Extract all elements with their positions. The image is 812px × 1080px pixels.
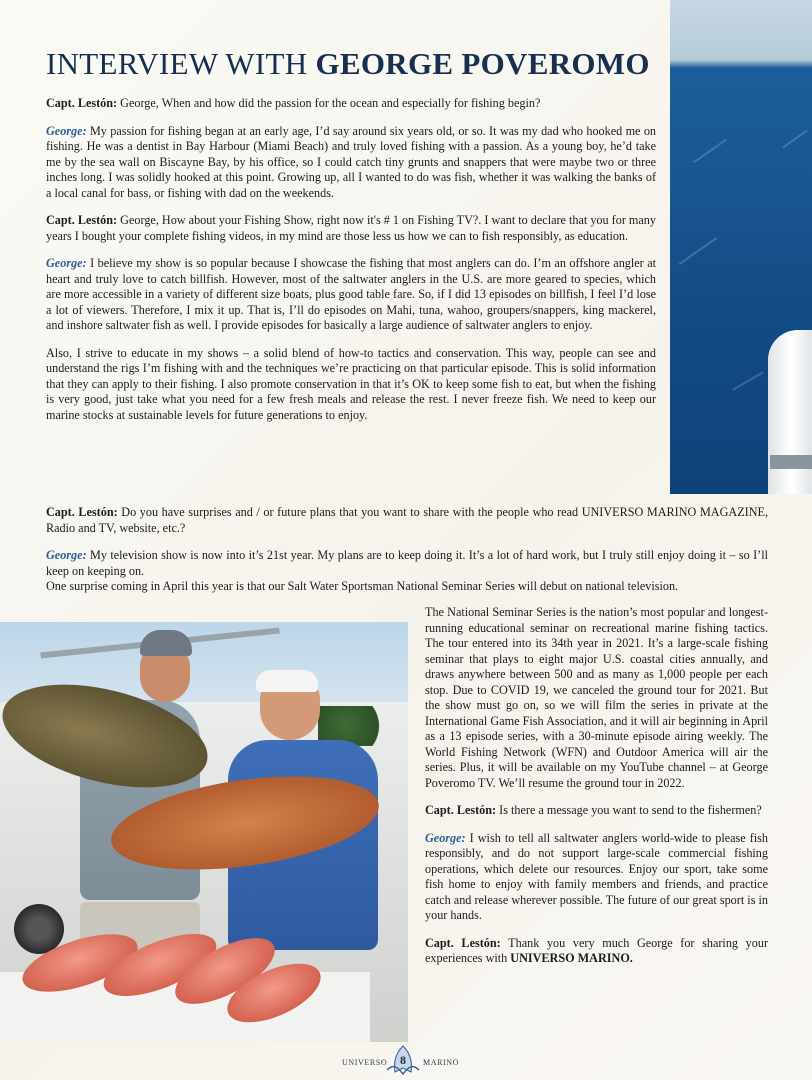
angler-left-cap [140, 630, 192, 656]
anglers-photo [0, 622, 408, 1042]
angler-right-visor [256, 670, 318, 692]
interview-column-top [46, 96, 656, 435]
answer-4: George: I wish to tell all saltwater anglers world-wide to please fish responsibly, and do not support large-scale commercial fishing operations, which delete our resources. Enjoy our sport, take some fish home to enjoy with family members and friends, and practice catch and release wherever possible. The future of our great sport is in your hands. [425, 830, 769, 922]
page-number: 8 [400, 1053, 406, 1067]
answer-3c: The National Seminar Series is the nation’s most popular and longest-running educational seminar on recreational marine fishing tactics. The tour entered into its 34th year in 2021. It’s a large-scale fishing seminar that plays to eight major U.S. coastal cities annually, and draws anywhere between 500 and as many as 1,000 people per each stop. Due to COVID 19, we canceled the ground tour for 2021. But the show must go on, so we will film the series in private at the International Game Fish Association, and it will air beginning in April as a 13 episode series, with a 30-minute episode airing weekly. The World Fishing Network (WFN) and Outdoor America will air the series. Plus, it will be available on my YouTube channel – at George Poveromo TV. We’ll resume the ground tour in 2022. [425, 605, 768, 790]
footer-brand-right: MARINO [423, 1058, 460, 1067]
footer-brand-left: UNIVERSO [342, 1058, 388, 1067]
ocean-photo [670, 0, 812, 494]
boat-motor [768, 330, 812, 494]
question-2: Capt. Lestón: George, How about your Fishing Show, right now it's # 1 on Fishing TV?. I want to declare that you for many years I bought your complete fishing videos, in my mind are those less us how we can to fish responsibly, as education. [46, 213, 656, 243]
motor-band [770, 455, 812, 469]
question-1: Capt. Lestón: George, When and how did the passion for the ocean and especially for fishing begin? [46, 96, 541, 110]
answer-2: George: I believe my show is so popular because I showcase the fishing that most anglers can do. I’m an offshore angler at heart and truly love to catch billfish. However, most of the saltwater anglers in the U.S. are more geared to species, which are more accessible in a variety of different size boats, plus good table fare. So, if I did 13 episodes on billfish, I feel I’d lose a lot of viewers. Therefore, I mix it up. That is, I’ll do episodes on Mahi, tuna, wahoo, groupers/snappers, king mackerel, and inshore saltwater fish as well. I provide episodes for basically a large audience of saltwater anglers to enjoy. [46, 256, 657, 332]
page-footer [0, 1044, 812, 1080]
page-title: INTERVIEW WITH GEORGE POVEROMO [46, 46, 650, 81]
answer-3b: One surprise coming in April this year is that our Salt Water Sportsman National Seminar Series will debut on national television. [46, 579, 679, 593]
answer-1: George: My passion for fishing began at an early age, I’d say around six years old, or so. It was my dad who hooked me on fishing. He was a dentist in Bay Harbour (Miami Beach) and truly loved fishing with a passion. As a young boy, he’d take me by the sea wall on Biscayne Bay, by his office, so I could catch tiny grunts and snappers that were maybe two or three inches long. I was solidly hooked at this point. Growing up, all I wanted to do was fish, whether it was walking the banks of a local canal for bass, or fishing with dad on the weekends. [46, 123, 657, 200]
question-4: Capt. Lestón: Is there a message you want to send to the fishermen? [425, 803, 762, 817]
answer-3: George: My television show is now into it’s 21st year. My plans are to keep doing it. It’s a lot of hard work, but I truly still enjoy doing it – so I’ll keep on keeping on. [46, 548, 768, 578]
interview-column-right [425, 605, 768, 979]
question-5: Capt. Lestón: Thank you very much George for sharing your experiences with UNIVERSO MARINO. [425, 935, 769, 965]
answer-2b: Also, I strive to educate in my shows – a solid blend of how-to tactics and conservation. This way, people can see and understand the rigs I’m fishing with and the techniques we’re practicing on that particular episode. This is solid information that they can apply to their fishing. I also promote conservation in that it’s OK to keep some fish to eat, but when the fishing is very good, just take what you need for a few fresh meals and release the rest. I never freeze fish. We need to keep our marine stocks at sustainable levels for future generations to enjoy. [46, 345, 656, 422]
question-3: Capt. Lestón: Do you have surprises and / or future plans that you want to share with the people who read UNIVERSO MARINO MAGAZINE, Radio and TV, website, etc.? [46, 505, 768, 535]
interview-column-wide [46, 505, 768, 595]
